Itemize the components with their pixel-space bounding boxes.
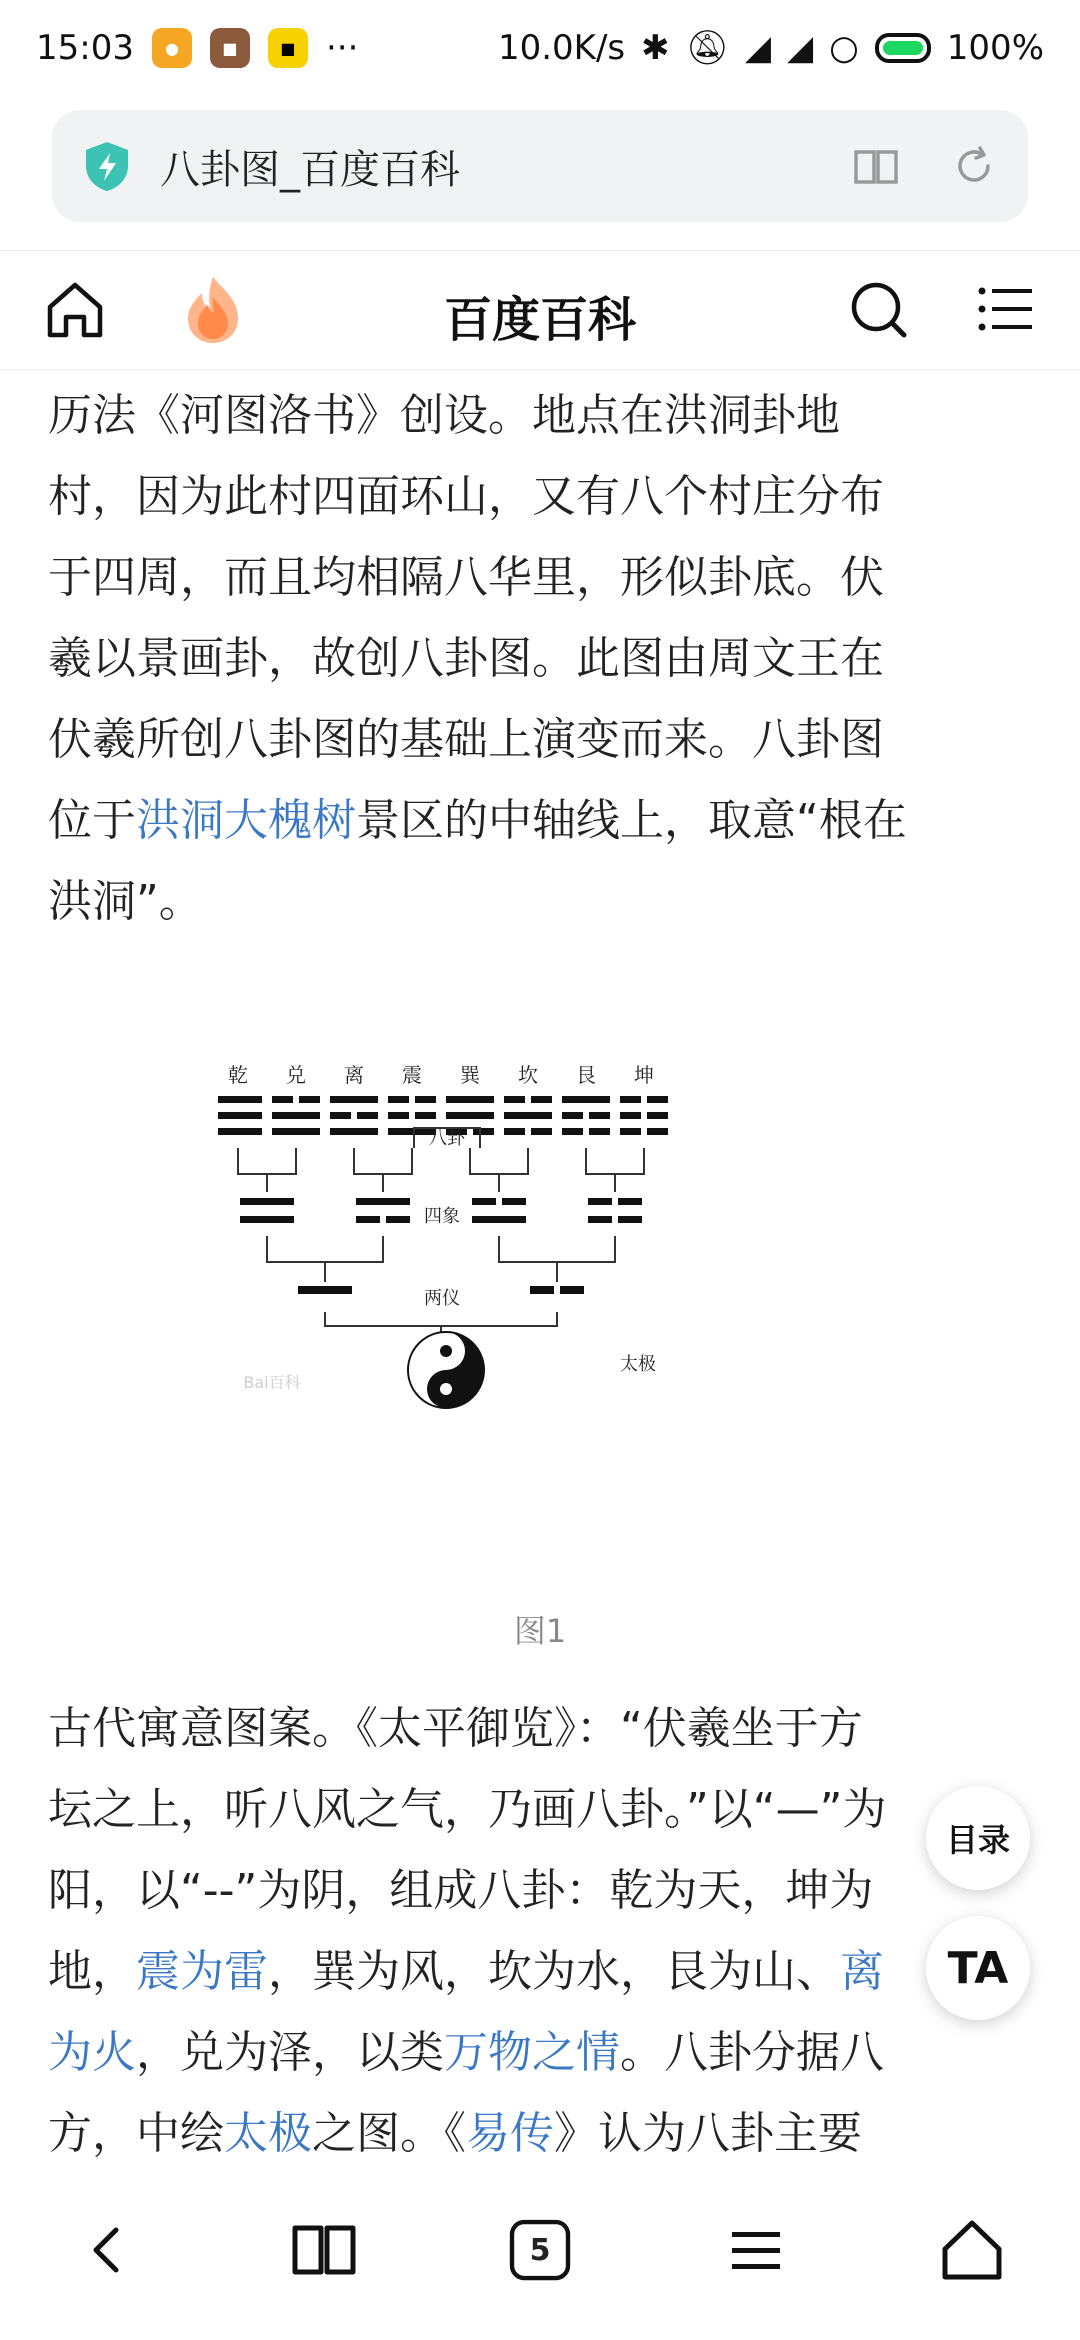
yin-line-segment [272, 1096, 293, 1103]
bookmarks-button[interactable] [284, 2210, 364, 2290]
yin-line-segment [589, 1128, 610, 1135]
yin-line-segment [388, 1096, 409, 1103]
trigram-label-kun: 坤 [634, 1063, 654, 1087]
refresh-icon[interactable] [948, 140, 1000, 192]
trigram-label-gen: 艮 [576, 1063, 596, 1087]
text-line: 于四周，而且均相隔八华里，形似卦底。伏 [48, 552, 884, 603]
home-outline-icon [937, 2215, 1007, 2285]
text-span: 方，中绘 [48, 2108, 224, 2159]
yang-line [218, 1128, 262, 1135]
article-paragraph [48, 1688, 1016, 2160]
yin-line-segment [415, 1112, 436, 1119]
yang-line [272, 1128, 320, 1135]
trigram-label-xun: 巽 [460, 1063, 480, 1087]
link-yizhuan[interactable]: 易传 [466, 2108, 554, 2159]
yin-line-segment [562, 1112, 583, 1119]
text-line: 羲以景画卦，故创八卦图。此图由周文王在 [48, 633, 884, 684]
text-line: 伏羲所创八卦图的基础上演变而来。八卦图 [48, 714, 884, 765]
reader-mode-icon[interactable] [850, 140, 902, 192]
text-span: 地， [48, 1946, 136, 1997]
text-line [48, 780, 1016, 861]
hamburger-icon [726, 2220, 786, 2280]
site-title[interactable]: 百度百科 [443, 292, 636, 348]
yang-line [446, 1112, 494, 1119]
yin-line-segment [620, 1112, 641, 1119]
text-line [48, 368, 1016, 375]
yin-line-segment [504, 1096, 525, 1103]
taiji-yin-yang-icon [408, 1332, 484, 1408]
menu-button[interactable] [716, 2210, 796, 2290]
yin-line-segment [357, 1112, 378, 1119]
bagua-diagram[interactable] [218, 1050, 868, 1470]
trigram-label-dui: 兑 [286, 1063, 306, 1087]
yang-line [272, 1112, 320, 1119]
text-span: ，兑为泽，以类 [136, 2027, 444, 2078]
site-header [0, 250, 1080, 370]
yang-line [446, 1096, 494, 1103]
yin-line-segment [299, 1096, 320, 1103]
shield-icon [80, 139, 134, 193]
text-span: 景区的中轴线上，取意“根在 [356, 795, 907, 846]
yin-line-segment [647, 1112, 668, 1119]
yin-line-segment [531, 1096, 552, 1103]
yin-line-segment [473, 1128, 494, 1135]
status-time: 15:03 [36, 28, 134, 68]
status-bar [0, 0, 1080, 96]
notification-app-icon: ■ [210, 28, 250, 68]
tabs-button[interactable] [500, 2210, 580, 2290]
menu-icon[interactable] [974, 277, 1038, 341]
bottom-navigation [0, 2160, 1080, 2340]
back-arrow-icon [78, 2220, 138, 2280]
book-icon [289, 2220, 359, 2280]
back-button[interactable] [68, 2210, 148, 2290]
yin-line-segment [504, 1128, 525, 1135]
text-span: 。八卦分据八 [620, 2027, 884, 2078]
notification-app-icon: ● [152, 28, 192, 68]
link-li-wei-huo[interactable]: 为火 [48, 2027, 136, 2078]
trigram-label-kan: 坎 [518, 1063, 538, 1087]
text-line [48, 2093, 1016, 2160]
yang-line [218, 1112, 262, 1119]
link-wanwu-zhiqing[interactable]: 万物之情 [444, 2027, 620, 2078]
yang-line [504, 1112, 552, 1119]
article-content[interactable] [0, 368, 1080, 2160]
address-bar[interactable] [52, 110, 1028, 222]
bagua-label: 八卦 [429, 1128, 465, 1149]
page-title: 八卦图_百度百科 [160, 146, 460, 193]
text-span: 位于 [48, 795, 136, 846]
figure-caption: 图1 [513, 1612, 567, 1650]
text-line [48, 2012, 1016, 2093]
yin-line-segment [415, 1096, 436, 1103]
text-span: 》认为八卦主要 [554, 2108, 862, 2159]
yang-line [330, 1128, 378, 1135]
text-line: 历法《河图洛书》创设。地点在洪洞卦地 [48, 390, 840, 441]
yin-line-segment [647, 1096, 668, 1103]
article-paragraph [48, 368, 1016, 942]
signal-icon-2: ◢ [786, 28, 814, 68]
text-line: 阳，以“--”为阴，组成八卦：乾为天，坤为 [48, 1865, 874, 1916]
link-zhen-wei-lei[interactable]: 震为雷 [136, 1946, 268, 1997]
yin-line-segment [647, 1128, 668, 1135]
yin-line-segment [531, 1128, 552, 1135]
bluetooth-icon: ✱ [641, 28, 670, 68]
search-icon[interactable] [846, 277, 910, 341]
trigram-label-zhen: 震 [402, 1063, 422, 1087]
sixiang-label: 四象 [424, 1206, 460, 1227]
text-line: 洪洞”。 [48, 876, 203, 927]
signal-icon: ◢ [744, 28, 771, 68]
more-notifications-icon: ··· [325, 28, 359, 68]
battery-percent: 100% [946, 28, 1044, 68]
trigram-label-li: 离 [344, 1063, 364, 1087]
tab-count: 5 [529, 2232, 551, 2268]
link-hongdong-huaishu[interactable]: 洪洞大槐树 [136, 795, 356, 846]
table-of-contents-button[interactable]: 目录 [926, 1786, 1030, 1890]
yin-line-segment [620, 1128, 641, 1135]
dnd-icon: ○ [829, 28, 859, 68]
text-line [48, 1931, 1016, 2012]
yin-line-segment [388, 1112, 409, 1119]
yin-line-segment [330, 1112, 351, 1119]
yang-line [330, 1096, 378, 1103]
ta-button[interactable]: TA [926, 1916, 1030, 2020]
yang-line [218, 1096, 262, 1103]
notification-app-icon: ■ [268, 28, 308, 68]
browser-toolbar [0, 96, 1080, 246]
battery-icon [875, 33, 931, 63]
text-line: 村，因为此村四面环山，又有八个村庄分布 [48, 471, 884, 522]
text-line: 古代寓意图案。《太平御览》：“伏羲坐于方 [48, 1703, 863, 1754]
taiji-label: 太极 [620, 1354, 656, 1375]
text-span: ，巽为风，坎为水，艮为山、 [268, 1946, 840, 1997]
yin-line-segment [589, 1112, 610, 1119]
silent-icon: 🔕︎ [685, 28, 729, 68]
yin-line-segment [562, 1128, 583, 1135]
home-button[interactable] [932, 2210, 1012, 2290]
text-span: 之图。《 [312, 2108, 466, 2159]
yang-line [562, 1096, 610, 1103]
trigram-label-qian: 乾 [228, 1063, 248, 1087]
text-line: 坛之上，听八风之气，乃画八卦。”以“—”为 [48, 1784, 887, 1835]
network-speed: 10.0K/s [497, 28, 626, 68]
link-li-wei-huo[interactable]: 离 [840, 1946, 884, 1997]
liangyi-label: 两仪 [424, 1288, 460, 1309]
watermark: Bai百科 [243, 1373, 301, 1392]
yin-line-segment [620, 1096, 641, 1103]
link-taiji[interactable]: 太极 [224, 2108, 312, 2159]
